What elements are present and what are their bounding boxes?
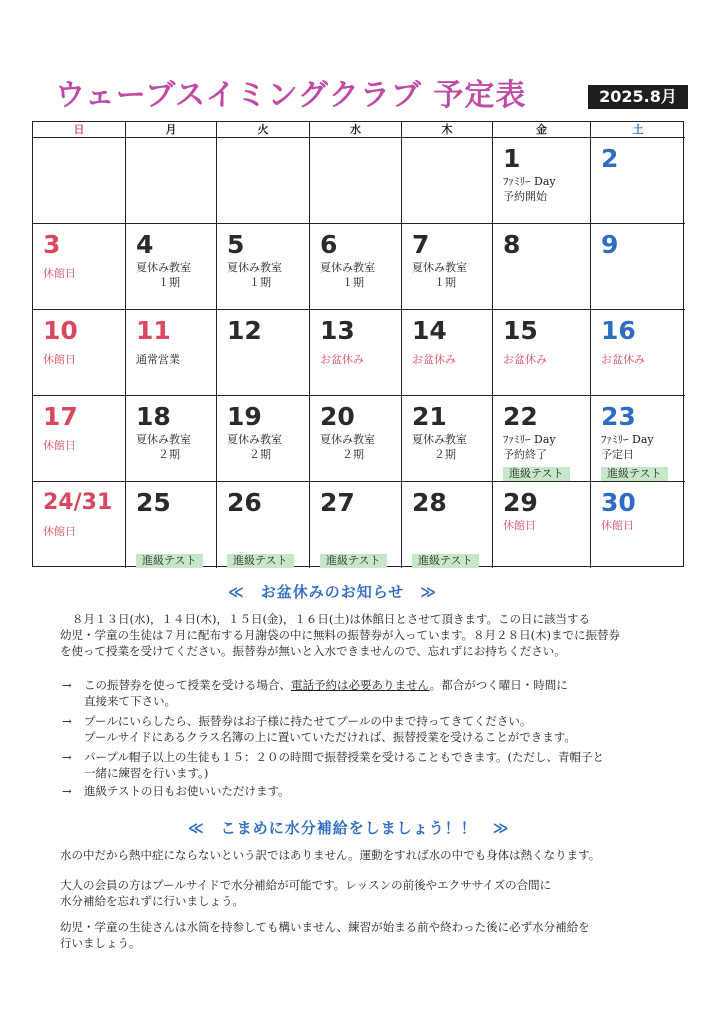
calendar-cell-4 (126, 224, 217, 310)
weekday-fri: 金 (493, 122, 591, 138)
hydration-p2 (60, 877, 700, 909)
day-note: 予約開始 (503, 190, 547, 203)
calendar-cell-empty (310, 138, 402, 224)
arrow-icon: → (62, 750, 72, 764)
calendar-cell-24-31 (33, 482, 126, 568)
item-text-underlined: 電話予約は必要ありません (291, 678, 430, 692)
item-text: パープル帽子以上の生徒も１５：２０の時間で振替授業を受けることもできます。(ただし、青帽子と (84, 750, 605, 764)
hydration-line: 幼児・学童の生徒さんは水筒を持参しても構いません、練習が始まる前や終わった後に必ず水分補給を (60, 920, 590, 934)
calendar-cell-1 (493, 138, 591, 224)
day-note: 夏休み教室 (227, 433, 282, 446)
item-text: 一緒に練習を行います。) (84, 766, 209, 780)
calendar-cell-18 (126, 396, 217, 482)
item-text: この振替券を使って授業を受ける場合、 (84, 678, 291, 692)
day-note: 夏休み教室 (320, 433, 375, 446)
day-note: １期 (342, 276, 364, 289)
day-note: 夏休み教室 (136, 433, 191, 446)
day-note: 夏休み教室 (227, 261, 282, 274)
calendar-cell-12 (217, 310, 310, 396)
day-number: 30 (601, 488, 636, 517)
item-text: 。都合がつく曜日・時間に (429, 678, 568, 692)
day-note: 休館日 (43, 353, 76, 366)
calendar-cell-empty (126, 138, 217, 224)
day-number: 7 (412, 230, 430, 259)
day-number: 12 (227, 316, 262, 345)
day-number: 29 (503, 488, 538, 517)
obon-item-3 (62, 749, 692, 781)
day-number: 2 (601, 144, 619, 173)
day-note: 夏休み教室 (412, 433, 467, 446)
calendar-cell-28 (402, 482, 493, 568)
grade-test-tag: 進級テスト (320, 554, 387, 568)
day-number: 16 (601, 316, 636, 345)
day-note: お盆休み (503, 353, 547, 366)
day-note: 休館日 (43, 267, 76, 280)
calendar-cell-empty (217, 138, 310, 224)
weekday-sat: 土 (591, 122, 685, 138)
item-text: プールサイドにあるクラス名簿の上に置いていただければ、振替授業を受けることができます。 (84, 730, 576, 744)
calendar-cell-19 (217, 396, 310, 482)
day-note: ２期 (434, 448, 456, 461)
day-note: ﾌｧﾐﾘｰ Day (601, 433, 654, 446)
day-note: 予約終了 (503, 448, 547, 461)
obon-item-4 (62, 783, 692, 799)
day-note: 夏休み教室 (320, 261, 375, 274)
calendar-cell-13 (310, 310, 402, 396)
calendar-cell-7 (402, 224, 493, 310)
calendar-cell-10 (33, 310, 126, 396)
calendar-cell-20 (310, 396, 402, 482)
day-note: １期 (434, 276, 456, 289)
obon-section-title: ≪ お盆休みのお知らせ ≫ (228, 583, 437, 601)
obon-intro-line: を使って授業を受けてください。振替券が無いと入水できませんので、忘れずにお持ちください。 (60, 644, 566, 658)
calendar-cell-6 (310, 224, 402, 310)
day-number: 6 (320, 230, 338, 259)
calendar-cell-2 (591, 138, 685, 224)
item-text: プールにいらしたら、振替券はお子様に持たせてプールの中まで持ってきてください。 (84, 714, 532, 728)
day-note: ﾌｧﾐﾘｰ Day (503, 433, 556, 446)
day-note: 休館日 (43, 525, 76, 538)
day-number: 8 (503, 230, 521, 259)
calendar-cell-21 (402, 396, 493, 482)
calendar-cell-23 (591, 396, 685, 482)
item-text: 直接来て下さい。 (84, 694, 176, 708)
calendar-cell-27 (310, 482, 402, 568)
day-number: 28 (412, 488, 447, 517)
weekday-mon: 月 (126, 122, 217, 138)
month-badge: 2025.8月 (588, 85, 688, 109)
calendar-cell-29 (493, 482, 591, 568)
day-number: 25 (136, 488, 171, 517)
calendar-cell-15 (493, 310, 591, 396)
day-note: ２期 (342, 448, 364, 461)
day-number: 15 (503, 316, 538, 345)
obon-intro-line: 幼児・学童の生徒は７月に配布する月謝袋の中に無料の振替券が入っています。８月２８日(木)までに振替券 (60, 628, 621, 642)
day-number: 26 (227, 488, 262, 517)
day-number: 11 (136, 316, 171, 345)
day-number: 5 (227, 230, 245, 259)
arrow-icon: → (62, 784, 72, 798)
weekday-wed: 水 (310, 122, 402, 138)
day-number: 4 (136, 230, 154, 259)
calendar-cell-3 (33, 224, 126, 310)
grade-test-tag: 進級テスト (136, 554, 203, 568)
day-number: 9 (601, 230, 619, 259)
day-number: 20 (320, 402, 355, 431)
calendar-cell-25 (126, 482, 217, 568)
calendar-cell-9 (591, 224, 685, 310)
day-note: １期 (158, 276, 180, 289)
calendar-cell-26 (217, 482, 310, 568)
day-number: 22 (503, 402, 538, 431)
day-number: 17 (43, 402, 78, 431)
day-number: 13 (320, 316, 355, 345)
day-note: 夏休み教室 (136, 261, 191, 274)
grade-test-tag: 進級テスト (227, 554, 294, 568)
calendar-cell-5 (217, 224, 310, 310)
hydration-section-title: ≪ こまめに水分補給をしましょう！！ ≫ (188, 819, 510, 837)
arrow-icon: → (62, 678, 72, 692)
day-note: 夏休み教室 (412, 261, 467, 274)
calendar-cell-17 (33, 396, 126, 482)
calendar-cell-14 (402, 310, 493, 396)
calendar-cell-30 (591, 482, 685, 568)
grade-test-tag: 進級テスト (601, 467, 668, 481)
obon-intro (60, 611, 700, 659)
day-number: 3 (43, 230, 61, 259)
obon-intro-line: ８月１３日(水)，１４日(木)，１５日(金)，１６日(土)は休館日とさせて頂きます。この日に該当する (72, 612, 590, 626)
day-note: 予定日 (601, 448, 634, 461)
page-title: ウェーブスイミングクラブ 予定表 (55, 78, 527, 113)
hydration-line: 大人の会員の方はプールサイドで水分補給が可能です。レッスンの前後やエクササイズの合間に (60, 878, 552, 892)
weekday-tue: 火 (217, 122, 310, 138)
day-number: 27 (320, 488, 355, 517)
day-number: 14 (412, 316, 447, 345)
day-note: お盆休み (412, 353, 456, 366)
day-note: 休館日 (601, 519, 634, 532)
obon-item-1 (62, 677, 692, 709)
day-number: 21 (412, 402, 447, 431)
day-note: 休館日 (503, 519, 536, 532)
day-number: 23 (601, 402, 636, 431)
day-number: 10 (43, 316, 78, 345)
calendar-cell-empty (33, 138, 126, 224)
calendar-cell-8 (493, 224, 591, 310)
day-note: １期 (249, 276, 271, 289)
hydration-p3 (60, 919, 700, 951)
day-note: ２期 (158, 448, 180, 461)
day-number: 24/31 (43, 490, 113, 515)
day-number: 18 (136, 402, 171, 431)
arrow-icon: → (62, 714, 72, 728)
weekday-sun: 日 (33, 122, 126, 138)
calendar-cell-22 (493, 396, 591, 482)
calendar-cell-empty (402, 138, 493, 224)
item-text: 進級テストの日もお使いいただけます。 (84, 784, 290, 798)
day-note: 通常営業 (136, 353, 180, 366)
calendar-cell-16 (591, 310, 685, 396)
day-note: お盆休み (601, 353, 645, 366)
day-number: 19 (227, 402, 262, 431)
grade-test-tag: 進級テスト (503, 467, 570, 481)
day-note: ﾌｧﾐﾘｰ Day (503, 175, 556, 188)
day-note: お盆休み (320, 353, 364, 366)
day-note: 休館日 (43, 439, 76, 452)
calendar-grid (32, 121, 684, 567)
day-note: ２期 (249, 448, 271, 461)
hydration-line: 行いましょう。 (60, 936, 141, 950)
day-number: 1 (503, 144, 521, 173)
calendar-cell-11 (126, 310, 217, 396)
hydration-p1: 水の中だから熱中症にならないという訳ではありません。運動をすれば水の中でも身体は熱くなります。 (60, 848, 601, 862)
obon-item-2 (62, 713, 692, 745)
grade-test-tag: 進級テスト (412, 554, 479, 568)
hydration-line: 水分補給を忘れずに行いましょう。 (60, 894, 244, 908)
weekday-thu: 木 (402, 122, 493, 138)
